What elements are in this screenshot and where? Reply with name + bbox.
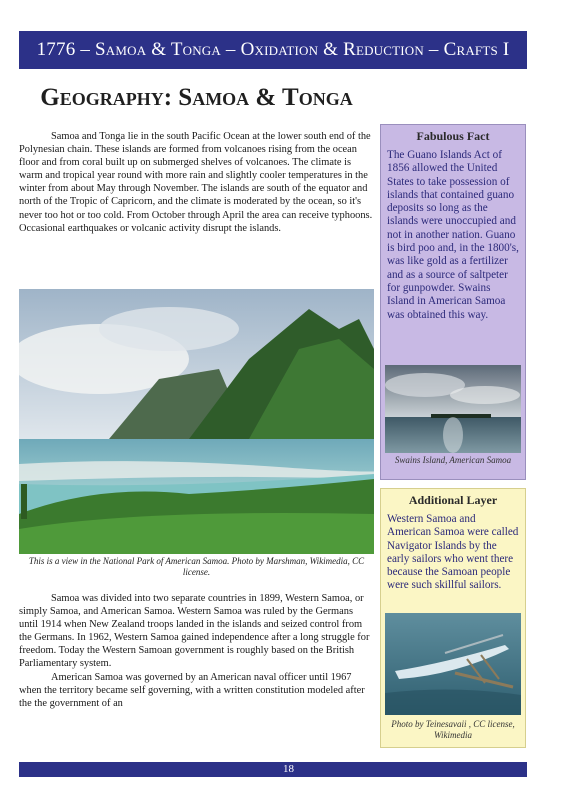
canoe-photo-caption: Photo by Teinesavaii , CC license, Wikimedia [391,719,515,740]
main-photo-caption: This is a view in the National Park of American Samoa. Photo by Marshman, Wikimedia, CC license. [28,556,365,577]
swains-island-photo [385,365,521,453]
header-bar [19,31,527,69]
additional-layer-box [380,488,526,748]
page-title: Geography: Samoa & Tonga [40,84,353,111]
history-paragraph: American Samoa was governed by an American naval officer until 1967 when the territory became self governing, with a written constitution modeled after the the government of an [19,671,365,709]
fabulous-fact-title: Fabulous Fact [416,129,490,143]
outrigger-canoe-photo [385,613,521,715]
history-text [19,592,374,710]
intro-text [19,130,374,235]
intro-paragraph: Samoa and Tonga lie in the south Pacific Ocean at the lower south end of the Polynesian chain. These islands are formed from volcanoes rising from the ocean floor and from coral built up on submerged shelves of volcanoes. The climate is warm and tropical year round with more rain and slightly cooler temperatures in the winter from about May through November. The islands are south of the equator and north of the Tropic of Capricorn, and the climate is moderated by the ocean, so it's never too hot or too cold. From October through April the area can receive typhoons. Occasional earthquakes or volcanic activity disrupt the islands. [19,131,373,234]
additional-layer-title: Additional Layer [408,493,498,507]
header-title: 1776 – Samoa & Tonga – Oxidation & Reduction – Crafts I [36,39,510,60]
additional-layer-text: Western Samoa and American Samoa were called Navigator Islands by the early sailors who went there because the Samoan people were such skillful sailors. [387,513,519,592]
canoe-illustration [385,613,521,715]
main-photo-samoa-national-park [19,289,374,554]
history-paragraph: Samoa was divided into two separate countries in 1899, Western Samoa, or simply Samoa, and American Samoa. Western Samoa was ruled by the Germans until 1914 when New Zealand troops landed in the islands and seized control from the Germans. In 1962, Western Samoa gained independence after a long struggle for freedom. Today the Western Samoan government is roughly based on the British Parliamentary system. [19,593,370,670]
fabulous-fact-text: The Guano Islands Act of 1856 allowed the United States to take possession of islands that contained guano deposits so long as the islands were unoccupied and not in another nation. Guano is bird poo and, in the 1800's, was like gold as a fertilizer and as a source of saltpeter for gunpowder. Swains Island in American Samoa was obtained this way. [387,149,519,321]
fabulous-fact-box [380,124,526,480]
landscape-illustration [19,289,374,554]
page-number: 18 [283,763,294,775]
swains-island-caption: Swains Island, American Samoa [394,455,512,465]
ocean-island-illustration [385,365,521,453]
